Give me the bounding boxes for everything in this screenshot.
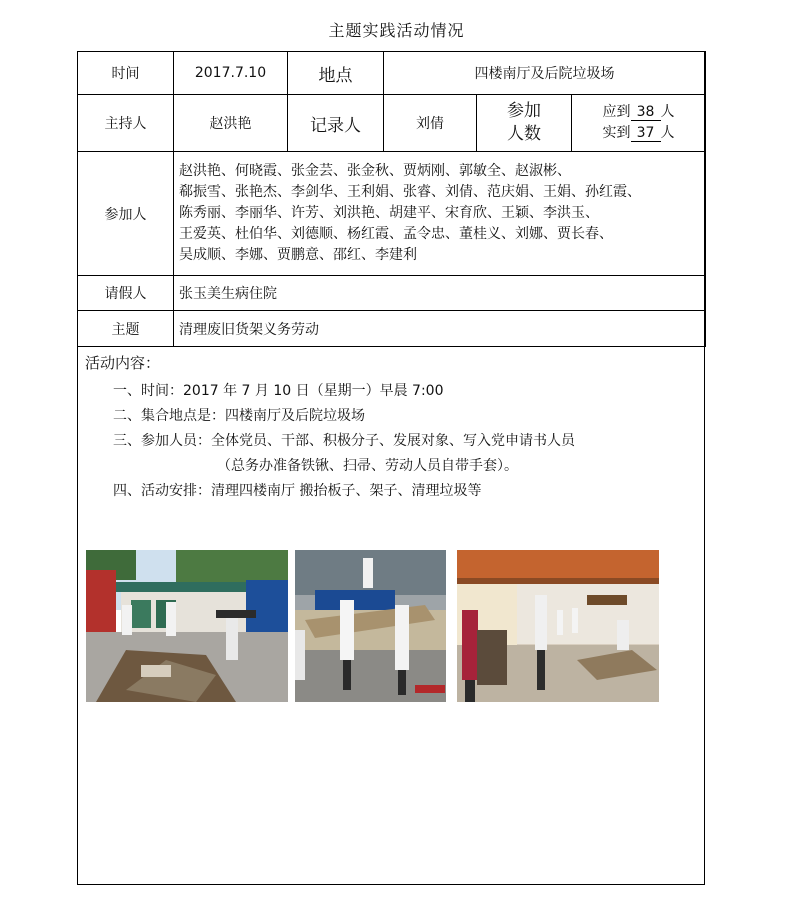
participants-line: 王爱英、杜伯华、刘德顺、杨红霞、孟令忠、董桂义、刘娜、贾长春、 — [179, 226, 613, 242]
photo-courtyard-cleanup — [86, 550, 288, 702]
topic-value: 清理废旧货架义务劳动 — [174, 311, 706, 347]
expected-count: 38 — [631, 104, 661, 121]
actual-label: 实到 — [602, 125, 631, 141]
content-line-participants: 三、参加人员：全体党员、干部、积极分子、发展对象、写入党申请书人员 — [113, 433, 575, 449]
place-label: 地点 — [288, 52, 384, 95]
time-label: 时间 — [78, 52, 174, 95]
attendance-label-line2: 人数 — [507, 124, 541, 144]
leave-value: 张玉美生病住院 — [174, 276, 706, 311]
recorder-label: 记录人 — [288, 95, 384, 152]
attendance-label-line1: 参加 — [507, 101, 541, 121]
host-value: 赵洪艳 — [174, 95, 288, 152]
participants-line: 吴成顺、李娜、贾鹏意、邵红、李建利 — [179, 247, 417, 263]
info-table — [77, 51, 706, 347]
activity-form — [77, 51, 705, 885]
expected-count-row — [572, 102, 705, 123]
attendance-counts — [572, 95, 706, 152]
place-value: 四楼南厅及后院垃圾场 — [384, 52, 706, 95]
topic-label: 主题 — [78, 311, 174, 347]
participants-line: 陈秀丽、李丽华、许芳、刘洪艳、胡建平、宋育欣、王颖、李洪玉、 — [179, 205, 599, 221]
leave-label: 请假人 — [78, 276, 174, 311]
content-line-equipment: （总务办准备铁锹、扫帚、劳动人员自带手套）。 — [217, 458, 518, 474]
activity-content — [85, 352, 695, 504]
participants-line: 赵洪艳、何晓霞、张金芸、张金秋、贾炳刚、郭敏全、赵淑彬、 — [179, 163, 571, 179]
time-value: 2017.7.10 — [174, 52, 288, 95]
participants-line: 郗振雪、张艳杰、李剑华、王利娟、张睿、刘倩、范庆娟、王娟、孙红霞、 — [179, 184, 641, 200]
participants-label: 参加人 — [78, 152, 174, 276]
expected-unit: 人 — [660, 104, 675, 120]
actual-unit: 人 — [660, 125, 675, 141]
content-line-location: 二、集合地点是：四楼南厅及后院垃圾场 — [113, 408, 365, 424]
content-heading: 活动内容： — [85, 354, 161, 372]
content-line-time: 一、时间：2017 年 7 月 10 日（星期一）早晨 7:00 — [113, 383, 444, 399]
actual-count: 37 — [631, 125, 661, 142]
participants-list — [174, 152, 706, 276]
recorder-value: 刘倩 — [384, 95, 477, 152]
content-line-arrangement: 四、活动安排：清理四楼南厅 搬抬板子、架子、清理垃圾等 — [113, 483, 482, 499]
photo-moving-boards — [295, 550, 446, 702]
host-label: 主持人 — [78, 95, 174, 152]
document-title: 主题实践活动情况 — [328, 21, 465, 40]
actual-count-row — [572, 123, 705, 144]
photo-hall-cleanup — [457, 550, 659, 702]
attendance-label — [477, 95, 572, 152]
expected-label: 应到 — [602, 104, 631, 120]
